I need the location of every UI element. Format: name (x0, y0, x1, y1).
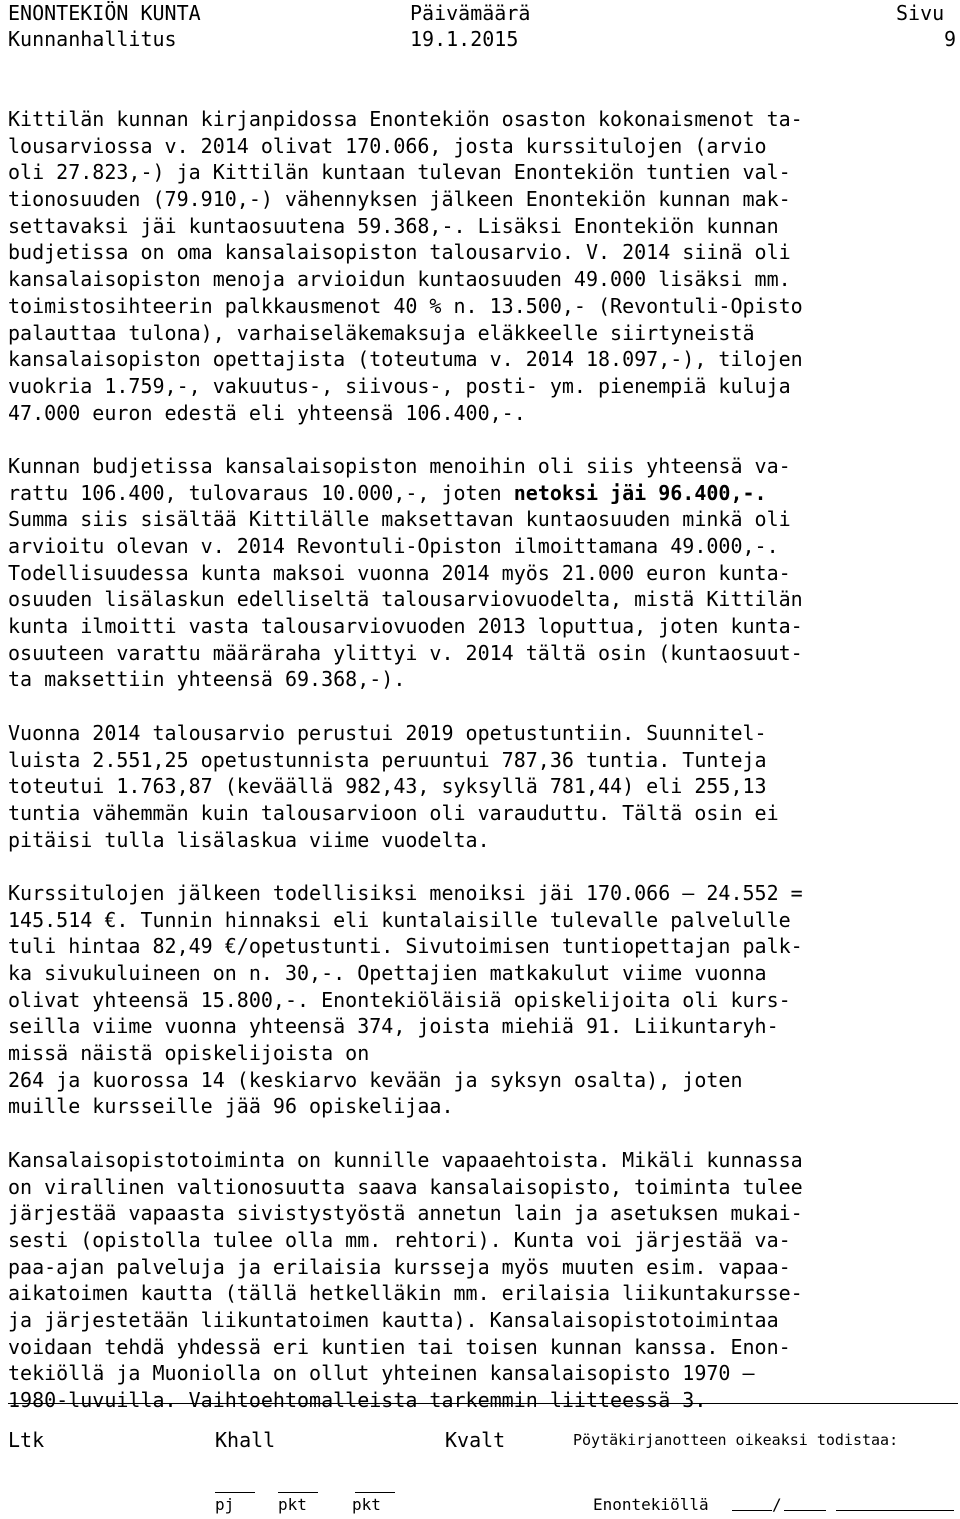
certification-text: Pöytäkirjanotteen oikeaksi todistaa: (573, 1431, 899, 1449)
text-line: ta maksettiin yhteensä 69.368,-). (8, 667, 406, 692)
text-line: Summa siis sisältää Kittilälle maksettavan kuntaosuuden minkä oli (8, 507, 791, 532)
date-separator: / (772, 1495, 782, 1514)
text-line: tekiöllä ja Muoniolla on ollut yhteinen kansalaisopisto 1970 – (8, 1361, 755, 1386)
page-header (8, 0, 956, 54)
text-line: Kurssitulojen jälkeen todellisiksi menoiksi jäi 170.066 – 24.552 = (8, 880, 803, 905)
text-line: 1980-luvuilla. Vaihtoehtomalleista tarkemmin liitteessä 3. (8, 1388, 707, 1412)
text-line: osuuteen varattu määräraha ylittyi v. 2014 tältä osin (kuntaosuut- (8, 640, 803, 665)
page-label: Sivu (896, 1, 945, 25)
text-line: settavaksi jäi kuntaosuutena 59.368,-. Lisäksi Enontekiön kunnan (8, 213, 779, 238)
text-line: pitäisi tulla lisälaskua viime vuodelta. (8, 827, 490, 852)
body-name: Kunnanhallitus (8, 27, 177, 51)
text-line: arvioitu olevan v. 2014 Revontuli-Opiston ilmoittamana 49.000,-. (8, 534, 779, 558)
footer-ltk: Ltk (8, 1428, 45, 1452)
page-footer (8, 1428, 958, 1458)
footer-divider (8, 1403, 958, 1404)
text-line: ka sivukuluineen on n. 30,-. Opettajien matkakulut viime vuonna (8, 961, 767, 985)
text-line: sesti (opistolla tulee olla mm. rehtori). Kunta voi järjestää va- (8, 1227, 791, 1252)
text-line: toteutui 1.763,87 (keväällä 982,43, syksyllä 781,44) eli 255,13 (8, 774, 767, 799)
meeting-date: 19.1.2015 (410, 27, 519, 51)
text-line: toimistosihteerin palkkausmenot 40 % n. 13.500,- (Revontuli-Opisto (8, 293, 803, 318)
text-line: vuokria 1.759,-, vakuutus-, siivous-, posti- ym. pienempiä kuluja (8, 373, 791, 398)
text-line: 145.514 €. Tunnin hinnaksi eli kuntalaisille tulevalle palvelulle (8, 907, 791, 932)
paragraph-4 (8, 880, 956, 1120)
text-line: 264 ja kuorossa 14 (keskiarvo kevään ja syksyn osalta), joten (8, 1067, 743, 1092)
paragraph-3 (8, 720, 956, 853)
signature-pkt-1: pkt (278, 1495, 307, 1514)
text-line: Kittilän kunnan kirjanpidossa Enontekiön osaston kokonaismenot ta- (8, 107, 803, 131)
text-line: 47.000 euron edestä eli yhteensä 106.400,-. (8, 400, 526, 425)
paragraph-1 (8, 106, 956, 426)
text-line: budjetissa on oma kansalaisopiston talousarvio. V. 2014 siinä oli (8, 240, 791, 265)
page-number: 9 (944, 27, 957, 51)
text-line: paa-ajan palveluja ja erilaisia kursseja myös muuten esim. vapaa- (8, 1254, 791, 1279)
signature-line (215, 1478, 255, 1493)
signature-line (278, 1478, 318, 1493)
text-line: tuntia vähemmän kuin talousarvioon oli varauduttu. Tältä osin ei (8, 800, 779, 825)
signature-block (0, 1478, 960, 1518)
text-line: Todellisuudessa kunta maksoi vuonna 2014 myös 21.000 euron kunta- (8, 560, 791, 585)
text-line: Vuonna 2014 talousarvio perustui 2019 opetustuntiin. Suunnitel- (8, 720, 767, 745)
text-line: järjestää vapaasta sivistystyöstä annetun lain ja asetuksen mukai- (8, 1201, 803, 1226)
text-line: tionosuuden (79.910,-) vähennyksen jälkeen Enontekiön kunnan mak- (8, 187, 791, 212)
text-line: lousarviossa v. 2014 olivat 170.066, josta kurssitulojen (arvio (8, 133, 767, 158)
paragraph-2 (8, 453, 956, 693)
date-day-line (732, 1496, 772, 1511)
document-body (8, 106, 956, 1414)
text-line: seilla viime vuonna yhteensä 374, joista miehiä 91. Liikuntaryh- (8, 1014, 779, 1039)
text-line: kansalaisopiston menoja arvioidun kuntaosuuden 49.000 lisäksi mm. (8, 267, 791, 292)
place-label: Enontekiöllä (593, 1495, 709, 1514)
text-line: on virallinen valtionosuutta saava kansalaisopisto, toiminta tulee (8, 1174, 803, 1199)
date-month-line (784, 1496, 826, 1511)
signature-line (355, 1478, 395, 1493)
date-label: Päivämäärä (410, 1, 531, 25)
date-year-line (836, 1496, 954, 1511)
text-line: palauttaa tulona), varhaiseläkemaksuja eläkkeelle siirtyneistä (8, 320, 755, 345)
footer-khall: Khall (215, 1428, 276, 1452)
text-segment: rattu 106.400, tulovaraus 10.000,-, joten (8, 480, 514, 505)
footer-kvalt: Kvalt (445, 1428, 506, 1452)
text-line: kansalaisopiston opettajista (toteutuma v. 2014 18.097,-), tilojen (8, 347, 803, 372)
text-line: muille kursseille jää 96 opiskelijaa. (8, 1094, 454, 1119)
text-line: missä näistä opiskelijoista on (8, 1041, 370, 1066)
text-line: aikatoimen kautta (tällä hetkelläkin mm. erilaisia liikuntakursse- (8, 1281, 803, 1306)
paragraph-5 (8, 1147, 956, 1414)
text-line: olivat yhteensä 15.800,-. Enontekiöläisiä opiskelijoita oli kurs- (8, 987, 791, 1012)
text-line: Kansalaisopistotoiminta on kunnille vapaaehtoista. Mikäli kunnassa (8, 1147, 803, 1172)
text-line: Kunnan budjetissa kansalaisopiston menoihin oli siis yhteensä va- (8, 453, 791, 478)
signature-pj: pj (215, 1495, 235, 1514)
text-line: voidaan tehdä yhdessä eri kuntien tai toisen kunnan kanssa. Enon- (8, 1334, 791, 1359)
text-line: kunta ilmoitti vasta talousarviovuoden 2013 loputtua, joten kunta- (8, 614, 803, 639)
text-line: oli 27.823,-) ja Kittilän kuntaan tulevan Enontekiön tuntien val- (8, 160, 791, 185)
bold-net-amount: netoksi jäi 96.400,-. (513, 480, 767, 505)
organization-name: ENONTEKIÖN KUNTA (8, 1, 201, 25)
signature-pkt-2: pkt (352, 1495, 381, 1514)
text-line (8, 480, 956, 507)
text-line: tuli hintaa 82,49 €/opetustunti. Sivutoimisen tuntiopettajan palk- (8, 934, 803, 959)
text-line: ja järjestetään liikuntatoimen kautta). Kansalaisopistotoimintaa (8, 1307, 779, 1332)
text-line: osuuden lisälaskun edelliseltä talousarviovuodelta, mistä Kittilän (8, 587, 803, 612)
text-line: luista 2.551,25 opetustunnista peruuntui 787,36 tuntia. Tunteja (8, 747, 767, 772)
